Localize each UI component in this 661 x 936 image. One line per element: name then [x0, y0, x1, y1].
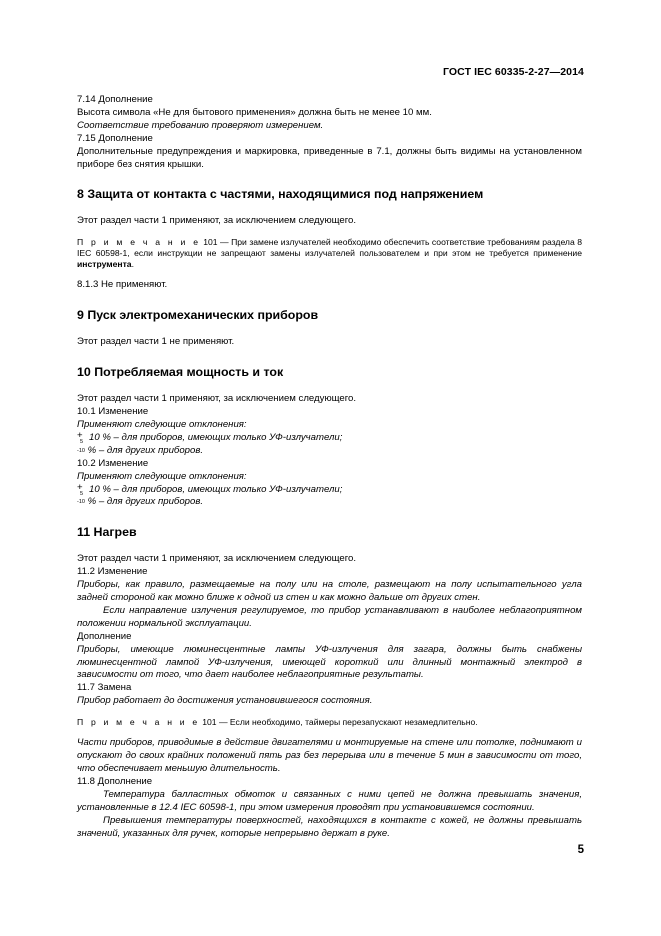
section-11-intro: Этот раздел части 1 применяют, за исключением следующего. [77, 553, 357, 565]
clause-10-2-tolerance-uv: + 5 10 % – для приборов, имеющих только УФ-излучатели; [77, 481, 343, 497]
clause-10-1-lead: Применяют следующие отклонения: [77, 418, 247, 430]
clause-11-2-addition: Дополнение [77, 630, 132, 642]
section-8-title: 8 Защита от контакта с частями, находящимися под напряжением [77, 187, 484, 202]
section-10-title: 10 Потребляемая мощность и ток [77, 365, 284, 380]
clause-7-15: 7.15 Дополнение [77, 132, 153, 144]
clause-11-2: 11.2 Изменение [77, 566, 148, 578]
clause-10-2: 10.2 Изменение [77, 457, 149, 469]
clause-10-2-tolerance-other: $^{-10}$ % – для других приборов. [77, 496, 203, 508]
note-text: 101 — Если необходимо, таймеры перезапускают незамедлительно. [202, 717, 478, 728]
page-number: 5 [577, 844, 584, 856]
note-bold-term: инструмента [77, 259, 132, 270]
clause-11-8: 11.8 Дополнение [77, 775, 153, 787]
page-content [77, 94, 582, 840]
clause-10-1: 10.1 Изменение [77, 406, 149, 418]
clause-10-1-tolerance-uv: + 5 10 % – для приборов, имеющих только УФ-излучатели; [77, 429, 343, 445]
section-10-intro: Этот раздел части 1 применяют, за исключением следующего. [77, 393, 357, 405]
clause-11-2-text-b: Если направление излучения регулируемое, то прибор устанавливают в наиболее неблагоприятном положении нормальной эксплуатации. [77, 604, 582, 629]
section-11-title: 11 Нагрев [77, 525, 137, 540]
clause-11-8-text-b: Превышения температуры поверхностей, находящихся в контакте с кожей, не должны превышать значений, указанных для ручек, которые непрерывно держат в руке. [77, 814, 582, 839]
clause-7-14: 7.14 Дополнение [77, 94, 153, 105]
clause-7-14-text: Высота символа «Не для бытового применения» должна быть не менее 10 мм. [77, 106, 432, 118]
note-text: 101 — При замене излучателей необходимо обеспечить соответствие требованиям раздела 8 IEC 60598-1, если инструкции не запрещают замены излучателей пользователем и при этом не требуется применение [77, 237, 582, 259]
section-11-note [77, 717, 582, 728]
note-label: П р и м е ч а н и е [77, 237, 201, 248]
section-11-moving-parts: Части приборов, приводимые в действие двигателями и монтируемые на стене или потолке, поднимают и опускают до своих крайних положений пять раз без перерыва или в течение 5 мин в зависимости от того, что обеспечивает меньшую длительность. [77, 737, 582, 774]
section-9-intro: Этот раздел части 1 не применяют. [77, 336, 235, 348]
clause-10-2-lead: Применяют следующие отклонения: [77, 470, 247, 482]
clause-7-14-compliance: Соответствие требованию проверяют измерением. [77, 119, 324, 131]
section-8-intro: Этот раздел части 1 применяют, за исключением следующего. [77, 215, 357, 227]
clause-7-15-text: Дополнительные предупреждения и маркировка, приведенные в 7.1, должны быть видимы на установленном приборе без снятия крышки. [77, 145, 582, 170]
section-9-title: 9 Пуск электромеханических приборов [77, 308, 319, 323]
standard-header: ГОСТ IEC 60335-2-27—2014 [442, 66, 584, 78]
section-8-note [77, 237, 582, 270]
clause-11-2-text-a: Приборы, как правило, размещаемые на полу или на столе, размещают на полу испытательного угла задней стороной как можно ближе к одной из стен и как можно дальше от других стен. [77, 579, 582, 604]
clause-8-1-3: 8.1.3 Не применяют. [77, 279, 168, 291]
note-end: . [131, 259, 134, 270]
clause-11-7-text: Прибор работает до достижения установившегося состояния. [77, 695, 373, 707]
note-label: П р и м е ч а н и е [77, 717, 200, 728]
clause-11-2-addition-text: Приборы, имеющие люминесцентные лампы УФ-излучения для загара, должны быть снабжены люминесцентной лампой УФ-излучения, имеющей короткий или длинный монтажный электрод в зависимости от того, что дает наиболее неблагоприятные результаты. [77, 643, 582, 681]
clause-11-8-text-a: Температура балластных обмоток и связанных с ними цепей не должна превышать значения, установленные в 12.4 IEC 60598-1, при этом измерения проводят при установившемся состоянии. [77, 788, 582, 813]
clause-10-1-tolerance-other: $^{-10}$ % – для других приборов. [77, 444, 203, 456]
clause-11-7: 11.7 Замена [77, 682, 132, 694]
